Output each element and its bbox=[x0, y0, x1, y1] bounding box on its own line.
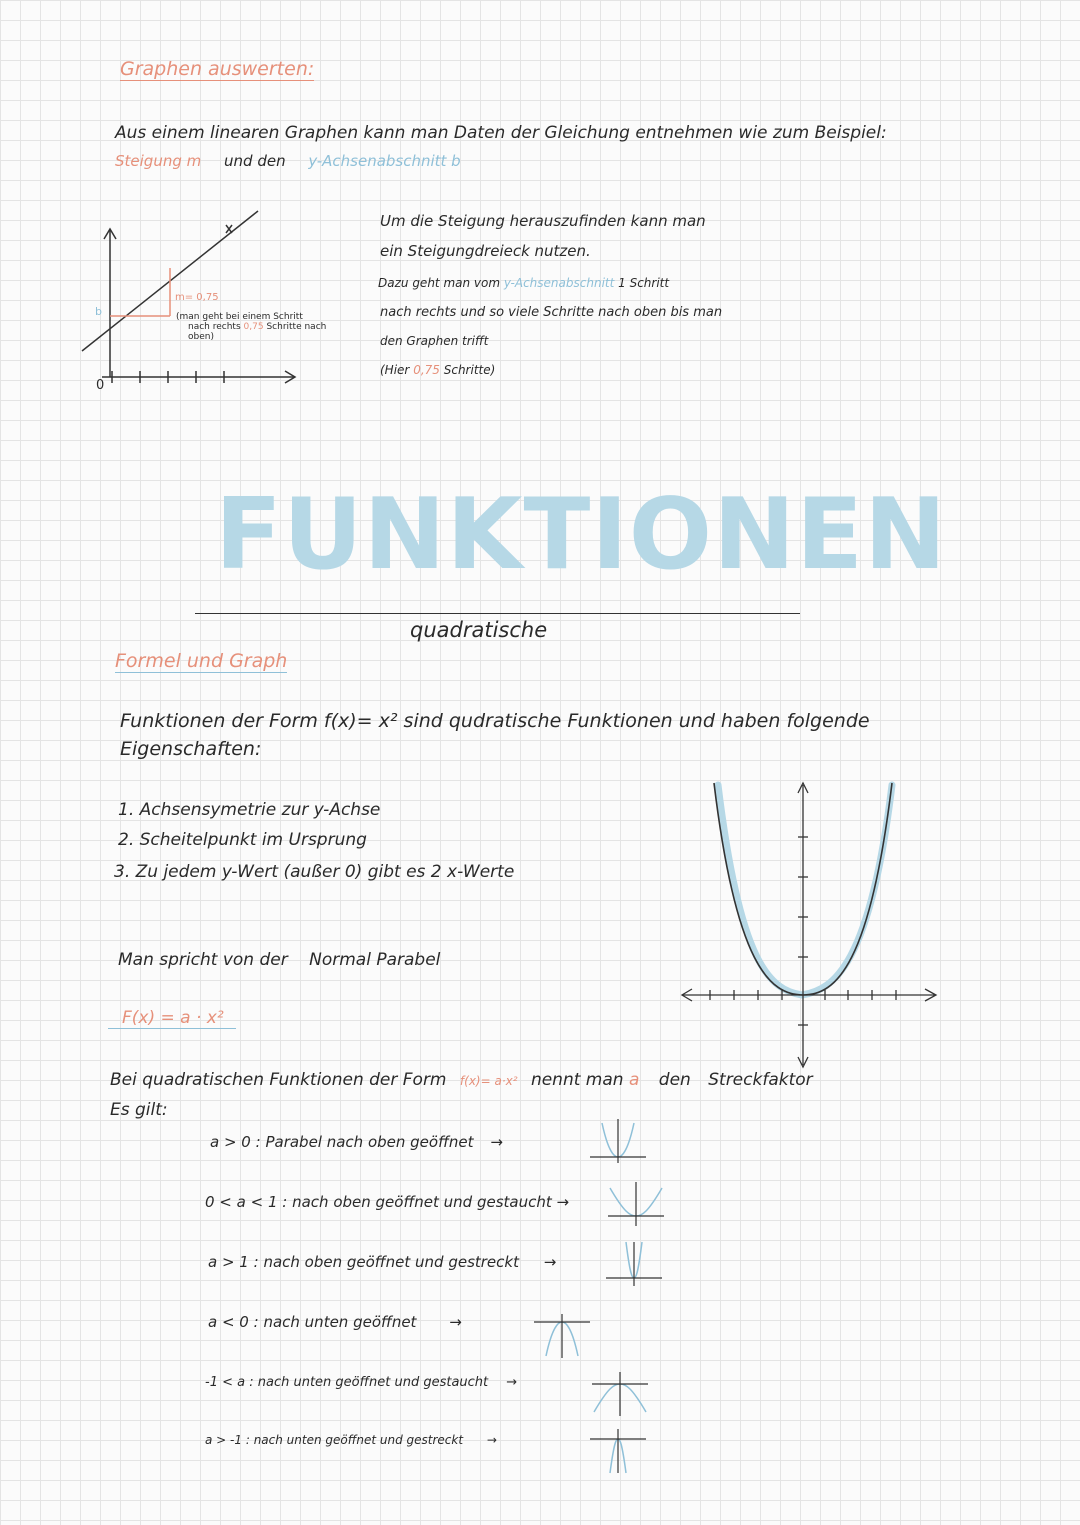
case-a-less-neg1: a > -1 : nach unten geöffnet und gestreckt → bbox=[205, 1433, 497, 1447]
normal-parabola-line: Man spricht von der Normal Parabel bbox=[118, 950, 441, 970]
terms-line bbox=[115, 152, 461, 170]
stretch-factor-line: Bei quadratischen Funktionen der Form f(x)= a·x² nennt man a den Streckfaktor bbox=[110, 1070, 813, 1090]
slope-triangle bbox=[110, 268, 170, 316]
subtitle: quadratische bbox=[410, 618, 548, 642]
parabola-blue-shade bbox=[718, 785, 892, 995]
mini-parabola-open-down-icon bbox=[532, 1310, 592, 1360]
mini-parabola-stretched-icon bbox=[604, 1238, 664, 1288]
intro-text: Aus einem linearen Graphen kann man Daten der Gleichung entnehmen wie zum Beispiel: bbox=[115, 123, 887, 143]
explain-line-6: (Hier 0,75 Schritte) bbox=[380, 363, 496, 377]
property-2: 2. Scheitelpunkt im Ursprung bbox=[118, 830, 367, 850]
general-formula: F(x) = a · x² bbox=[108, 1008, 236, 1029]
property-1: 1. Achsensymetrie zur y-Achse bbox=[118, 800, 381, 820]
slope-label: m= 0,75 bbox=[175, 292, 219, 303]
case-a-between-0-1: 0 < a < 1 : nach oben geöffnet und gestaucht → bbox=[205, 1193, 570, 1211]
case-a-negative: a < 0 : nach unten geöffnet → bbox=[208, 1313, 462, 1331]
quad-intro-line-1: Funktionen der Form f(x)= x² sind qudratische Funktionen und haben folgende bbox=[120, 710, 870, 732]
section-heading-graphen: Graphen auswerten: bbox=[120, 58, 315, 80]
case-a-positive: a > 0 : Parabel nach oben geöffnet → bbox=[210, 1133, 503, 1151]
explain-line-1: Um die Steigung herauszufinden kann man bbox=[380, 212, 706, 230]
explain-line-3: Dazu geht man vom y-Achsenabschnitt 1 Schritt bbox=[378, 276, 670, 290]
mini-parabola-down-compressed-icon bbox=[590, 1368, 650, 1418]
es-gilt: Es gilt: bbox=[110, 1100, 168, 1120]
mini-parabola-down-stretched-icon bbox=[588, 1425, 648, 1475]
term-slope: Steigung m bbox=[115, 152, 202, 170]
case-a-greater-1: a > 1 : nach oben geöffnet und gestreckt → bbox=[208, 1253, 557, 1271]
label-origin: 0 bbox=[96, 378, 105, 393]
parabola-graph bbox=[670, 775, 950, 1075]
explain-line-4: nach rechts und so viele Schritte nach oben bis man bbox=[380, 305, 723, 320]
explain-line-2: ein Steigungdreieck nutzen. bbox=[380, 242, 591, 260]
mini-parabola-open-up-icon bbox=[588, 1115, 648, 1165]
case-a-between-neg1-0: -1 < a : nach unten geöffnet und gestaucht → bbox=[205, 1375, 518, 1390]
quad-intro-line-2: Eigenschaften: bbox=[120, 738, 262, 760]
slope-note: (man geht bei einem Schritt nach rechts 0,75 Schritte nach oben) bbox=[176, 312, 327, 342]
term-and: und den bbox=[224, 152, 286, 170]
page-title: FUNKTIONEN bbox=[215, 478, 948, 592]
term-intercept: y-Achsenabschnitt b bbox=[308, 152, 461, 170]
explain-line-5: den Graphen trifft bbox=[380, 334, 489, 348]
property-3: 3. Zu jedem y-Wert (außer 0) gibt es 2 x-Werte bbox=[114, 862, 515, 882]
title-divider bbox=[195, 613, 800, 614]
section-heading-formel: Formel und Graph bbox=[115, 650, 288, 672]
mini-parabola-compressed-icon bbox=[606, 1178, 666, 1228]
label-b: b bbox=[95, 305, 102, 318]
linear-graph bbox=[80, 205, 340, 405]
